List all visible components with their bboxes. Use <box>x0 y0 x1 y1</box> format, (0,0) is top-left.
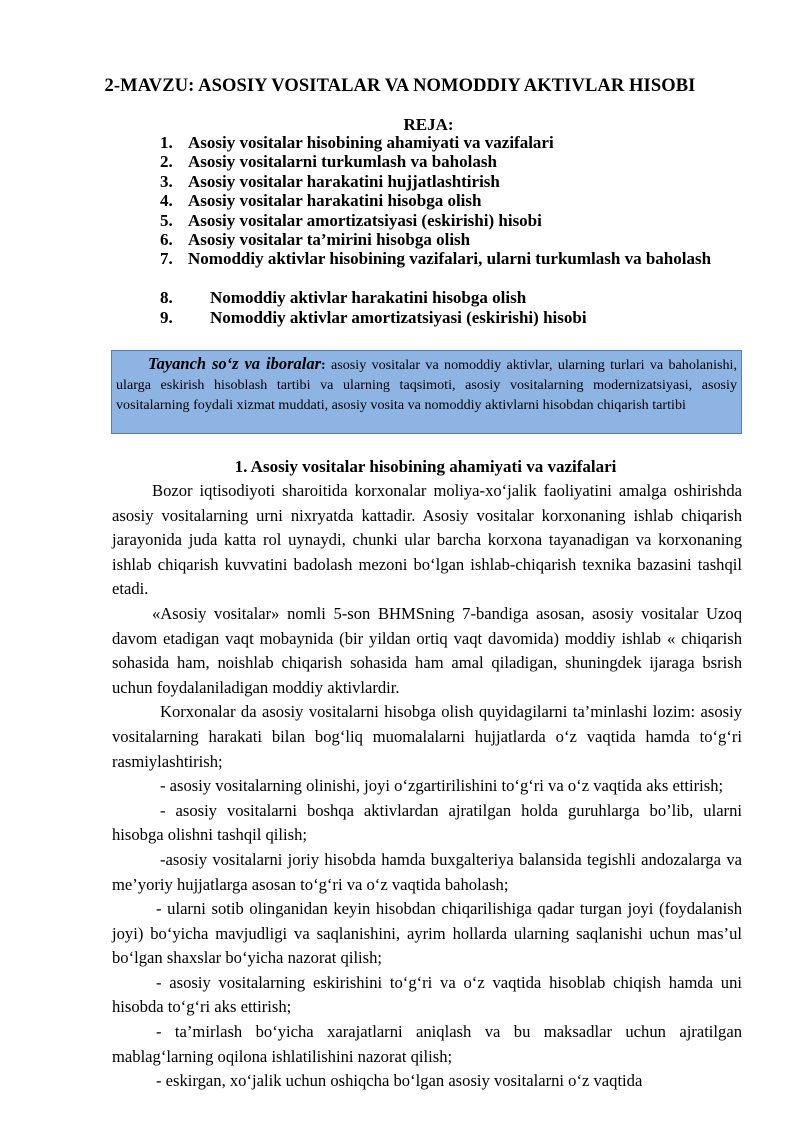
section-title: 1. Asosiy vositalar hisobining ahamiyati va vazifalari <box>234 457 617 476</box>
list-item: - eskirgan, xo‘jalik uchun oshiqcha bo‘lgan asosiy vositalarni o‘z vaqtida <box>156 1071 643 1091</box>
keywords-box: Tayanch so‘z va iboralar: asosiy vositalar va nomoddiy aktivlar, ularning turlari va baholanishi, ularga eskirish hisoblash tartibi va ularning taqsimoti, asosiy vositalarning modernizatsiyasi, asosiy vositalarning foydali xizmat muddati, asosiy vosita va nomoddiy aktivlarni hisobdan chiqarish tartibi <box>111 350 742 434</box>
keywords-label: Tayanch so‘z va iboralar <box>148 354 321 373</box>
section-body <box>112 479 742 1094</box>
list-item: - asosiy vositalarni boshqa aktivlardan ajratilgan holda guruhlarga bo’lib, ularni hisobga olishni tashqil qilish; <box>112 800 742 845</box>
plan-item: 1. Asosiy vositalar hisobining ahamiyati va vazifalari <box>160 133 554 152</box>
paragraph: Korxonalar da asosiy vositalarni hisobga olish quyidagilarni ta’minlashi lozim: asosiy vositalarning harakati bilan bog‘liq muomalalarni hujjatlarda o‘z vaqtida hamda to‘g‘ri rasmiylashtirish; <box>112 702 742 771</box>
plan-item: 9. Nomoddiy aktivlar amortizatsiyasi (eskirishi) hisobi <box>160 307 587 327</box>
plan-item: 5. Asosiy vositalar amortizatsiyasi (eskirishi) hisobi <box>160 210 542 230</box>
plan-item: 7. Nomoddiy aktivlar hisobining vazifalari, ularni turkumlash va baholash <box>160 249 712 269</box>
plan-item: 4. Asosiy vositalar harakatini hisobga olish <box>160 191 482 211</box>
plan-list <box>160 133 720 327</box>
document-title: 2-MAVZU: ASOSIY VOSITALAR VA NOMODDIY AKTIVLAR HISOBI <box>104 76 696 96</box>
list-item: -asosiy vositalarni joriy hisobda hamda buxgalteriya balansida tegishli andozalarga va me’yoriy hujjatlarga asosan to‘g‘ri va o‘z vaqtida baholash; <box>112 849 742 894</box>
list-item: - ta’mirlash bo‘yicha xarajatlarni aniqlash va bu maksadlar uchun ajratilgan mablag‘larning oqilona ishlatilishini nazorat qilish; <box>112 1022 742 1066</box>
plan-item: 3. Asosiy vositalar harakatini hujjatlashtirish <box>160 171 500 191</box>
list-item: - asosiy vositalarning eskirishini to‘g‘ri va o‘z vaqtida hisoblab chiqish hamda uni hisobda to‘g‘ri aks ettirish; <box>112 972 742 1017</box>
list-item: - asosiy vositalarning olinishi, joyi o‘zgartirilishini to‘g‘ri va o‘z vaqtida aks ettirish; <box>160 776 724 796</box>
keywords-text: asosiy vositalar va nomoddiy aktivlar, ularning turlari va baholanishi, ularga eskirish hisoblash tartibi va ularning taqsimoti, asosiy vositalarning modernizatsiyasi, asosiy vositalarning foydali xizmat muddati, asosiy vosita va nomoddiy aktivlarni hisobdan chiqarish tartibi <box>116 357 737 413</box>
paragraph: «Asosiy vositalar» nomli 5-son BHMSning 7-bandiga asosan, asosiy vositalar Uzoq davom etadigan vaqt mobaynida (bir yildan ortiq vaqt davomida) moddiy ishlab « chiqarish sohasida ham, noishlab chiqarish sohasida ham amal qiladigan, shuningdek ijaraga bsrish uchun foydalaniladigan moddiy aktivlardir. <box>112 603 742 697</box>
plan-item: 2. Asosiy vositalarni turkumlash va baholash <box>160 152 497 172</box>
plan-heading: REJA: <box>403 115 454 134</box>
plan-item: 8. Nomoddiy aktivlar harakatini hisobga olish <box>160 288 527 308</box>
paragraph: Bozor iqtisodiyoti sharoitida korxonalar moliya-xo‘jalik faoliyatini amalga oshirishda asosiy vositalarning urni nixryatda kattadir. Asosiy vositalar korxonaning ishlab chiqarish jarayonida juda katta rol uynaydi, chunki ular barcha korxona tayanadigan va korxonaning ishlab chiqarish kuvvatini badolash mezoni bo‘lgan ishlab-chiqarish texnika bazasini tashqil etadi. <box>112 481 742 599</box>
list-item: - ularni sotib olinganidan keyin hisobdan chiqarilishiga qadar turgan joyi (foydalanish joyi) bo‘yicha mavjudligi va saqlanishini, ayrim hollarda ularning saqlanishi uchun mas’ul bo‘lgan shaxslar bo‘yicha nazorat qilish; <box>112 899 742 968</box>
plan-item: 6. Asosiy vositalar ta’mirini hisobga olish <box>160 229 471 249</box>
